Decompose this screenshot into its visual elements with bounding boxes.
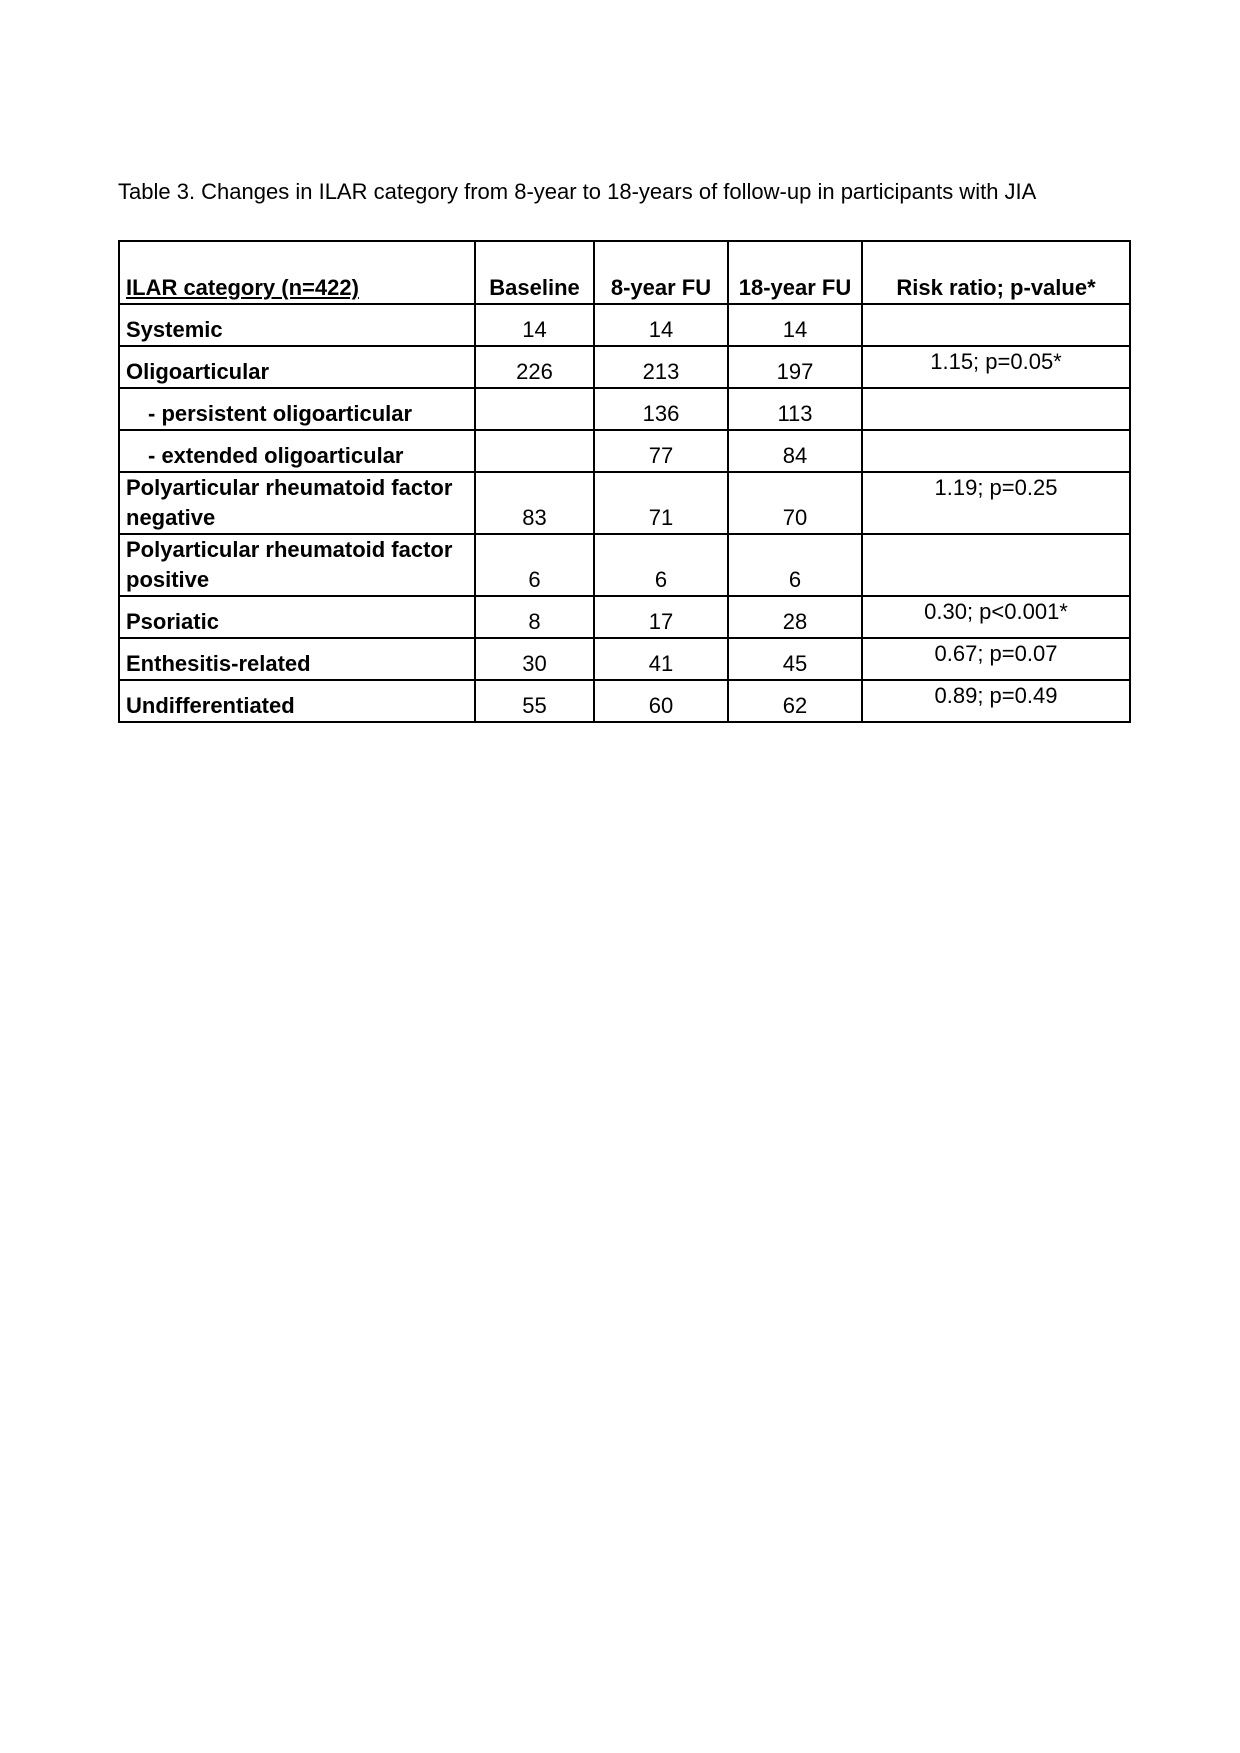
fu8-cell: 60 xyxy=(594,680,728,722)
baseline-cell: 30 xyxy=(475,638,594,680)
risk-ratio-cell: 1.19; p=0.25 xyxy=(862,472,1130,534)
fu8-cell: 77 xyxy=(594,430,728,472)
header-8-year-fu: 8-year FU xyxy=(594,241,728,304)
table-row xyxy=(119,596,1130,638)
fu8-cell: 6 xyxy=(594,534,728,596)
table-header-row xyxy=(119,241,1130,304)
baseline-cell: 8 xyxy=(475,596,594,638)
risk-ratio-cell xyxy=(862,430,1130,472)
row-label: Enthesitis-related xyxy=(119,638,475,680)
fu18-cell: 62 xyxy=(728,680,862,722)
header-category: ILAR category (n=422) xyxy=(119,241,475,304)
header-18-year-fu: 18-year FU xyxy=(728,241,862,304)
risk-ratio-cell: 0.89; p=0.49 xyxy=(862,680,1130,722)
table-row xyxy=(119,430,1130,472)
table-row xyxy=(119,680,1130,722)
row-label: Oligoarticular xyxy=(119,346,475,388)
risk-ratio-cell xyxy=(862,304,1130,346)
fu8-cell: 213 xyxy=(594,346,728,388)
risk-ratio-cell: 1.15; p=0.05* xyxy=(862,346,1130,388)
fu8-cell: 17 xyxy=(594,596,728,638)
risk-ratio-cell xyxy=(862,534,1130,596)
table-row xyxy=(119,638,1130,680)
risk-ratio-cell: 0.30; p<0.001* xyxy=(862,596,1130,638)
row-label: Polyarticular rheumatoid factor negative xyxy=(119,472,475,534)
risk-ratio-cell: 0.67; p=0.07 xyxy=(862,638,1130,680)
risk-ratio-cell xyxy=(862,388,1130,430)
fu8-cell: 14 xyxy=(594,304,728,346)
fu18-cell: 84 xyxy=(728,430,862,472)
baseline-cell: 55 xyxy=(475,680,594,722)
baseline-cell: 6 xyxy=(475,534,594,596)
baseline-cell xyxy=(475,388,594,430)
fu18-cell: 45 xyxy=(728,638,862,680)
baseline-cell: 83 xyxy=(475,472,594,534)
row-label: Undifferentiated xyxy=(119,680,475,722)
fu18-cell: 6 xyxy=(728,534,862,596)
row-label: Psoriatic xyxy=(119,596,475,638)
fu8-cell: 41 xyxy=(594,638,728,680)
baseline-cell xyxy=(475,430,594,472)
row-label: Systemic xyxy=(119,304,475,346)
row-label: - extended oligoarticular xyxy=(119,430,475,472)
fu8-cell: 136 xyxy=(594,388,728,430)
fu18-cell: 197 xyxy=(728,346,862,388)
baseline-cell: 14 xyxy=(475,304,594,346)
row-label: - persistent oligoarticular xyxy=(119,388,475,430)
header-baseline: Baseline xyxy=(475,241,594,304)
fu8-cell: 71 xyxy=(594,472,728,534)
table-row xyxy=(119,388,1130,430)
fu18-cell: 28 xyxy=(728,596,862,638)
table-row xyxy=(119,304,1130,346)
fu18-cell: 113 xyxy=(728,388,862,430)
table-row xyxy=(119,346,1130,388)
row-label: Polyarticular rheumatoid factor positive xyxy=(119,534,475,596)
ilar-category-table xyxy=(118,240,1131,723)
header-risk-ratio: Risk ratio; p-value* xyxy=(862,241,1130,304)
table-row xyxy=(119,534,1130,596)
baseline-cell: 226 xyxy=(475,346,594,388)
fu18-cell: 14 xyxy=(728,304,862,346)
table-row xyxy=(119,472,1130,534)
fu18-cell: 70 xyxy=(728,472,862,534)
table-caption: Table 3. Changes in ILAR category from 8-year to 18-years of follow-up in participants with JIA xyxy=(118,179,1037,204)
